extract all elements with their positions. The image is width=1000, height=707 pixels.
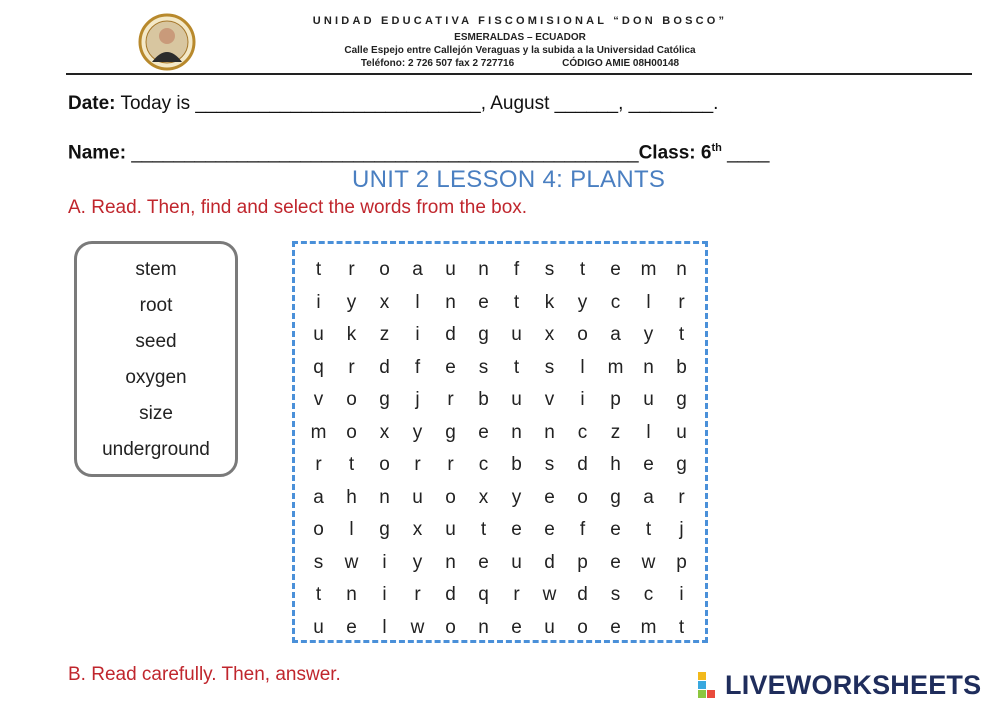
word-item: root bbox=[139, 295, 173, 316]
grid-letter[interactable]: w bbox=[641, 551, 656, 573]
liveworksheets-brand bbox=[698, 670, 981, 700]
grid-letter[interactable]: g bbox=[478, 324, 489, 345]
grid-letter[interactable]: t bbox=[315, 259, 322, 280]
grid-letter[interactable]: o bbox=[445, 616, 456, 638]
grid-letter[interactable]: u bbox=[445, 259, 456, 280]
school-city: ESMERALDAS – ECUADOR bbox=[454, 32, 586, 43]
grid-letter[interactable]: a bbox=[610, 324, 621, 345]
class-superscript: th bbox=[711, 142, 722, 154]
letter-grid bbox=[302, 254, 698, 644]
grid-letter[interactable]: t bbox=[513, 291, 520, 313]
grid-letter[interactable]: u bbox=[445, 519, 456, 540]
grid-letter[interactable]: e bbox=[511, 519, 522, 540]
word-item: stem bbox=[135, 259, 177, 280]
grid-letter[interactable]: r bbox=[678, 291, 685, 313]
grid-letter[interactable]: y bbox=[511, 486, 522, 508]
grid-letter[interactable]: t bbox=[480, 519, 487, 540]
grid-letter[interactable]: o bbox=[346, 389, 357, 410]
grid-letter[interactable]: m bbox=[607, 356, 624, 378]
grid-letter[interactable]: b bbox=[478, 389, 489, 410]
date-label: Date: bbox=[68, 93, 116, 114]
grid-letter[interactable]: e bbox=[610, 519, 621, 540]
grid-letter[interactable]: c bbox=[643, 584, 654, 605]
grid-letter[interactable]: n bbox=[478, 616, 489, 638]
grid-letter[interactable]: c bbox=[478, 454, 489, 475]
grid-letter[interactable]: o bbox=[346, 421, 357, 443]
grid-letter[interactable]: d bbox=[577, 454, 588, 475]
grid-letter[interactable]: u bbox=[412, 486, 423, 508]
grid-letter[interactable]: e bbox=[610, 259, 621, 280]
grid-letter[interactable]: u bbox=[643, 389, 654, 410]
grid-letter[interactable]: n bbox=[445, 291, 456, 313]
class-label: Class: 6 bbox=[638, 142, 712, 164]
grid-letter[interactable]: z bbox=[610, 421, 621, 443]
grid-letter[interactable]: g bbox=[445, 421, 456, 443]
grid-letter[interactable]: m bbox=[310, 421, 327, 443]
grid-letter[interactable]: y bbox=[412, 421, 423, 443]
class-blank: ____ bbox=[727, 142, 770, 164]
grid-letter[interactable]: l bbox=[646, 421, 651, 443]
grid-letter[interactable]: h bbox=[610, 454, 621, 475]
grid-letter[interactable]: e bbox=[445, 356, 456, 378]
grid-letter[interactable]: d bbox=[577, 584, 588, 605]
grid-letter[interactable]: i bbox=[382, 551, 387, 573]
grid-letter[interactable]: e bbox=[610, 551, 621, 573]
word-item: size bbox=[139, 403, 173, 424]
grid-letter[interactable]: t bbox=[315, 584, 322, 605]
grid-letter[interactable]: k bbox=[346, 324, 357, 345]
grid-letter[interactable]: e bbox=[478, 551, 489, 573]
grid-letter[interactable]: r bbox=[414, 584, 421, 605]
grid-letter[interactable]: d bbox=[445, 324, 456, 345]
grid-letter[interactable]: e bbox=[511, 616, 522, 638]
grid-letter[interactable]: n bbox=[445, 551, 456, 573]
grid-letter[interactable]: r bbox=[348, 259, 355, 280]
grid-letter[interactable]: t bbox=[678, 324, 685, 345]
school-phone: Teléfono: 2 726 507 fax 2 727716 bbox=[360, 58, 515, 69]
date-line bbox=[68, 93, 718, 115]
name-line bbox=[68, 142, 769, 164]
grid-letter[interactable]: l bbox=[382, 616, 387, 638]
grid-letter[interactable]: t bbox=[645, 519, 652, 540]
name-label: Name: bbox=[68, 142, 127, 164]
grid-letter[interactable]: i bbox=[382, 584, 387, 605]
grid-letter[interactable]: g bbox=[379, 519, 390, 540]
grid-letter[interactable]: s bbox=[478, 356, 489, 378]
grid-letter[interactable]: n bbox=[544, 421, 555, 443]
grid-letter[interactable]: y bbox=[577, 291, 588, 313]
grid-letter[interactable]: k bbox=[544, 291, 555, 313]
grid-letter[interactable]: z bbox=[379, 324, 390, 345]
grid-letter[interactable]: t bbox=[678, 616, 685, 638]
grid-letter[interactable]: r bbox=[447, 389, 454, 410]
grid-letter[interactable]: t bbox=[579, 259, 586, 280]
name-blank: ________________________________________________ bbox=[131, 142, 639, 164]
grid-letter[interactable]: i bbox=[580, 389, 585, 410]
school-code: CÓDIGO AMIE 08H00148 bbox=[562, 58, 680, 69]
grid-letter[interactable]: s bbox=[610, 584, 621, 605]
grid-letter[interactable]: a bbox=[643, 486, 654, 508]
grid-letter[interactable]: l bbox=[646, 291, 651, 313]
grid-letter[interactable]: m bbox=[640, 259, 657, 280]
grid-letter[interactable]: u bbox=[313, 616, 324, 638]
grid-letter[interactable]: v bbox=[313, 389, 324, 410]
grid-letter[interactable]: s bbox=[544, 259, 555, 280]
grid-letter[interactable]: u bbox=[676, 421, 687, 443]
grid-letter[interactable]: g bbox=[379, 389, 390, 410]
grid-letter[interactable]: n bbox=[676, 259, 687, 280]
grid-letter[interactable]: e bbox=[346, 616, 357, 638]
grid-letter[interactable]: o bbox=[577, 324, 588, 345]
school-name: UNIDAD EDUCATIVA FISCOMISIONAL “DON BOSCO” bbox=[312, 15, 728, 27]
grid-letter[interactable]: n bbox=[643, 356, 654, 378]
grid-letter[interactable]: d bbox=[379, 356, 390, 378]
header-divider bbox=[66, 73, 972, 75]
grid-letter[interactable]: e bbox=[478, 421, 489, 443]
grid-letter[interactable]: o bbox=[379, 454, 390, 475]
grid-letter[interactable]: g bbox=[676, 389, 687, 410]
school-address: Calle Espejo entre Callejón Veraguas y la subida a la Universidad Católica bbox=[344, 45, 696, 56]
grid-letter[interactable]: c bbox=[610, 291, 621, 313]
grid-letter[interactable]: s bbox=[544, 454, 555, 475]
grid-letter[interactable]: y bbox=[412, 551, 423, 573]
grid-letter[interactable]: u bbox=[511, 389, 522, 410]
grid-letter[interactable]: q bbox=[313, 356, 324, 378]
school-contact bbox=[230, 58, 810, 69]
grid-letter[interactable]: e bbox=[544, 519, 555, 540]
grid-letter[interactable]: q bbox=[478, 584, 489, 605]
word-item: underground bbox=[102, 439, 210, 460]
grid-letter[interactable]: b bbox=[676, 356, 687, 378]
grid-letter[interactable]: r bbox=[513, 584, 520, 605]
lesson-title: UNIT 2 LESSON 4: PLANTS bbox=[352, 166, 666, 193]
grid-letter[interactable]: w bbox=[344, 551, 359, 573]
word-list bbox=[77, 258, 235, 474]
grid-letter[interactable]: n bbox=[511, 421, 522, 443]
grid-letter[interactable]: s bbox=[544, 356, 555, 378]
word-item: oxygen bbox=[125, 367, 187, 388]
grid-letter[interactable]: e bbox=[610, 616, 621, 638]
grid-letter[interactable]: y bbox=[346, 291, 357, 313]
grid-letter[interactable]: f bbox=[414, 356, 421, 378]
grid-letter[interactable]: d bbox=[445, 584, 456, 605]
word-item: seed bbox=[135, 331, 177, 352]
grid-letter[interactable]: v bbox=[544, 389, 555, 410]
grid-letter[interactable]: c bbox=[577, 421, 588, 443]
grid-letter[interactable]: a bbox=[412, 259, 423, 280]
grid-letter[interactable]: y bbox=[643, 324, 654, 345]
grid-letter[interactable]: e bbox=[544, 486, 555, 508]
grid-letter[interactable]: h bbox=[346, 486, 357, 508]
grid-letter[interactable]: e bbox=[643, 454, 654, 475]
word-search-grid bbox=[292, 241, 708, 643]
grid-letter[interactable]: l bbox=[580, 356, 585, 378]
grid-letter[interactable]: n bbox=[478, 259, 489, 280]
grid-letter[interactable]: n bbox=[346, 584, 357, 605]
grid-letter[interactable]: w bbox=[410, 616, 425, 638]
grid-letter[interactable]: n bbox=[379, 486, 390, 508]
grid-letter[interactable]: o bbox=[577, 616, 588, 638]
grid-letter[interactable]: t bbox=[348, 454, 355, 475]
grid-letter[interactable]: u bbox=[511, 324, 522, 345]
brand-name: LIVEWORKSHEETS bbox=[725, 669, 982, 700]
grid-letter[interactable]: r bbox=[678, 486, 685, 508]
grid-letter[interactable]: o bbox=[577, 486, 588, 508]
grid-letter[interactable]: l bbox=[415, 291, 420, 313]
date-text: Today is ___________________________, August ______, ________. bbox=[120, 93, 719, 114]
grid-letter[interactable]: f bbox=[579, 519, 586, 540]
grid-letter[interactable]: p bbox=[577, 551, 588, 573]
grid-letter[interactable]: g bbox=[610, 486, 621, 508]
grid-letter[interactable]: x bbox=[379, 421, 390, 443]
grid-letter[interactable]: i bbox=[679, 584, 684, 605]
grid-letter[interactable]: u bbox=[544, 616, 555, 638]
grid-letter[interactable]: m bbox=[640, 616, 657, 638]
grid-letter[interactable]: x bbox=[478, 486, 489, 508]
grid-letter[interactable]: d bbox=[544, 551, 555, 573]
grid-letter[interactable]: f bbox=[513, 259, 520, 280]
instruction-b: B. Read carefully. Then, answer. bbox=[68, 664, 341, 685]
grid-letter[interactable]: r bbox=[447, 454, 454, 475]
grid-letter[interactable]: u bbox=[313, 324, 324, 345]
grid-letter[interactable]: o bbox=[313, 519, 324, 540]
grid-letter[interactable]: r bbox=[348, 356, 355, 378]
grid-letter[interactable]: r bbox=[414, 454, 421, 475]
word-box bbox=[74, 241, 238, 477]
grid-letter[interactable]: t bbox=[513, 356, 520, 378]
grid-letter[interactable]: u bbox=[511, 551, 522, 573]
grid-letter[interactable]: x bbox=[544, 324, 555, 345]
grid-letter[interactable]: o bbox=[379, 259, 390, 280]
grid-letter[interactable]: g bbox=[676, 454, 687, 475]
grid-letter[interactable]: r bbox=[315, 454, 322, 475]
grid-letter[interactable]: j bbox=[415, 389, 420, 410]
grid-letter[interactable]: x bbox=[379, 291, 390, 313]
grid-letter[interactable]: o bbox=[445, 486, 456, 508]
grid-letter[interactable]: a bbox=[313, 486, 324, 508]
grid-letter[interactable]: l bbox=[349, 519, 354, 540]
grid-letter[interactable]: p bbox=[610, 389, 621, 410]
grid-letter[interactable]: b bbox=[511, 454, 522, 475]
grid-letter[interactable]: w bbox=[542, 584, 557, 605]
grid-letter[interactable]: j bbox=[679, 519, 684, 540]
grid-letter[interactable]: i bbox=[316, 291, 321, 313]
grid-letter[interactable]: p bbox=[676, 551, 687, 573]
grid-letter[interactable]: x bbox=[412, 519, 423, 540]
grid-letter[interactable]: i bbox=[415, 324, 420, 345]
grid-letter[interactable]: e bbox=[478, 291, 489, 313]
grid-letter[interactable]: s bbox=[313, 551, 324, 573]
liveworksheets-logo-icon bbox=[698, 672, 722, 698]
instruction-a: A. Read. Then, find and select the words from the box. bbox=[68, 197, 528, 218]
school-logo bbox=[128, 12, 206, 72]
